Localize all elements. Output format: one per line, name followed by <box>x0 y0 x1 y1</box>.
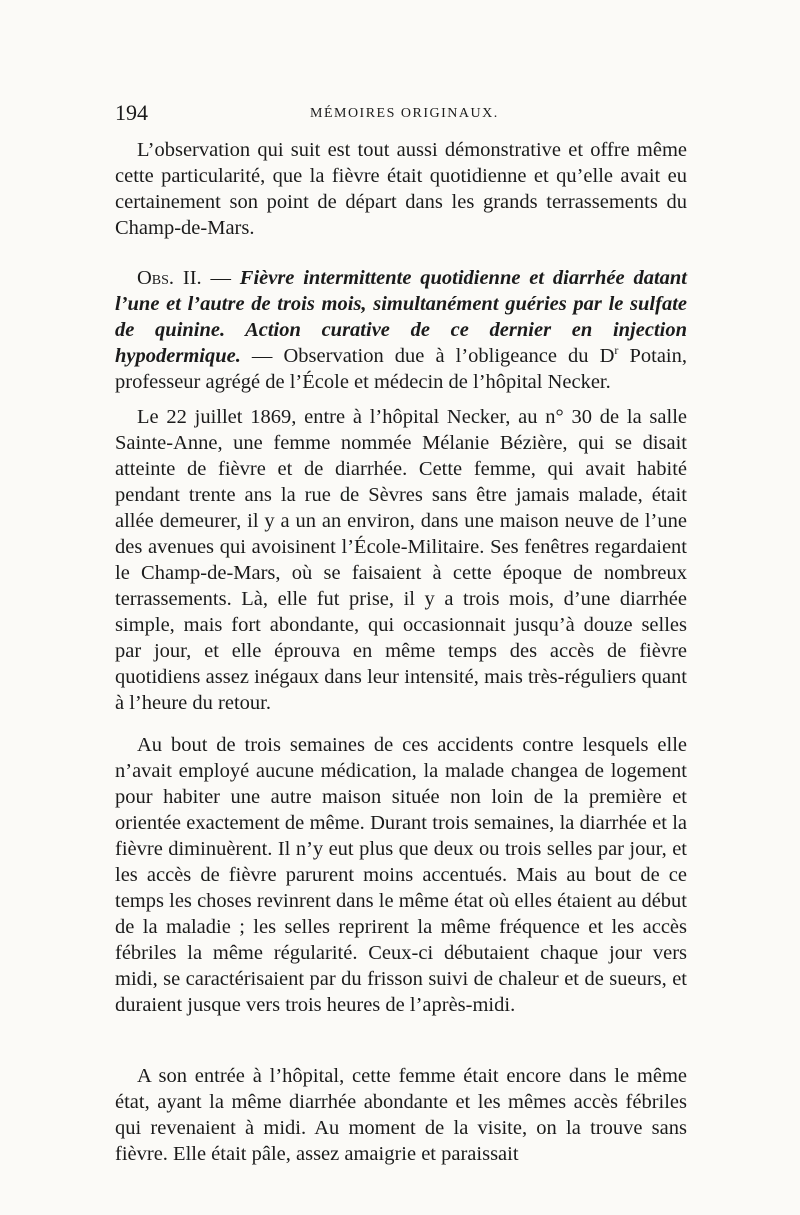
paragraph-admission: Le 22 juillet 1869, entre à l’hôpital Necker, au n° 30 de la salle Sainte-Anne, une femme nommée Mélanie Bézière, qui se disait atteinte de fièvre et de diarrhée. Cette femme, qui avait habité pendant trente ans la rue de Sèvres sans être jamais malade, était allée demeurer, il y a un an environ, dans une maison neuve de l’une des avenues qui avoisinent l’École-Militaire. Ses fenêtres regardaient le Champ-de-Mars, où se faisaient à cette époque de nombreux terrassements. Là, elle fut prise, il y a trois mois, d’une diarrhée simple, mais fort abondante, qui occasionnait jusqu’à douze selles par jour, et elle éprouva en même temps des accès de fièvre quotidiens assez inégaux dans leur intensité, mais très-réguliers quant à l’heure du retour. <box>115 406 687 714</box>
page-header <box>115 100 687 130</box>
running-title: MÉMOIRES ORIGINAUX. <box>310 106 499 121</box>
paragraph-intro: L’observation qui suit est tout aussi démonstrative et offre même cette particularité, que la fièvre était quotidienne et qu’elle avait eu certainement son point de départ dans les grands terrassements du Champ-de-Mars. <box>115 139 687 239</box>
observation-credit-start: — Observation due à l’obligeance du D <box>251 345 615 367</box>
doctor-superscript: r <box>614 343 619 358</box>
paragraph-observation-heading <box>115 265 687 395</box>
paragraph-hospital-state: A son entrée à l’hôpital, cette femme était encore dans le même état, ayant la même diarrhée abondante et les mêmes accès fébriles qui revenaient à midi. Au moment de la visite, on la trouve sans fièvre. Elle était pâle, assez amaigrie et paraissait <box>115 1065 687 1165</box>
paragraph-progression: Au bout de trois semaines de ces accidents contre lesquels elle n’avait employé aucune médication, la malade changea de logement pour habiter une autre maison située non loin de la première et orientée exactement de même. Durant trois semaines, la diarrhée et la fièvre diminuèrent. Il n’y eut plus que deux ou trois selles par jour, et les accès de fièvre parurent moins accentués. Mais au bout de ce temps les choses revinrent dans le même état où elles étaient au début de la maladie ; les selles reprirent la même fréquence et les accès fébriles la même régularité. Ceux-ci débutaient chaque jour vers midi, se caractérisaient par du frisson suivi de chaleur et de sueurs, et duraient jusque vers trois heures de l’après-midi. <box>115 734 687 1016</box>
observation-title: Fièvre intermittente quotidienne et diarrhée datant l’une et l’autre de trois mois, simultanément guéries par le sulfate de quinine. Action curative de ce dernier en injection hypodermique. <box>115 267 687 367</box>
observation-label: Obs. II. — <box>137 267 231 289</box>
page-number: 194 <box>115 100 148 125</box>
observation-credit-end: Potain, professeur agrégé de l’École et médecin de l’hôpital Necker. <box>115 345 687 393</box>
